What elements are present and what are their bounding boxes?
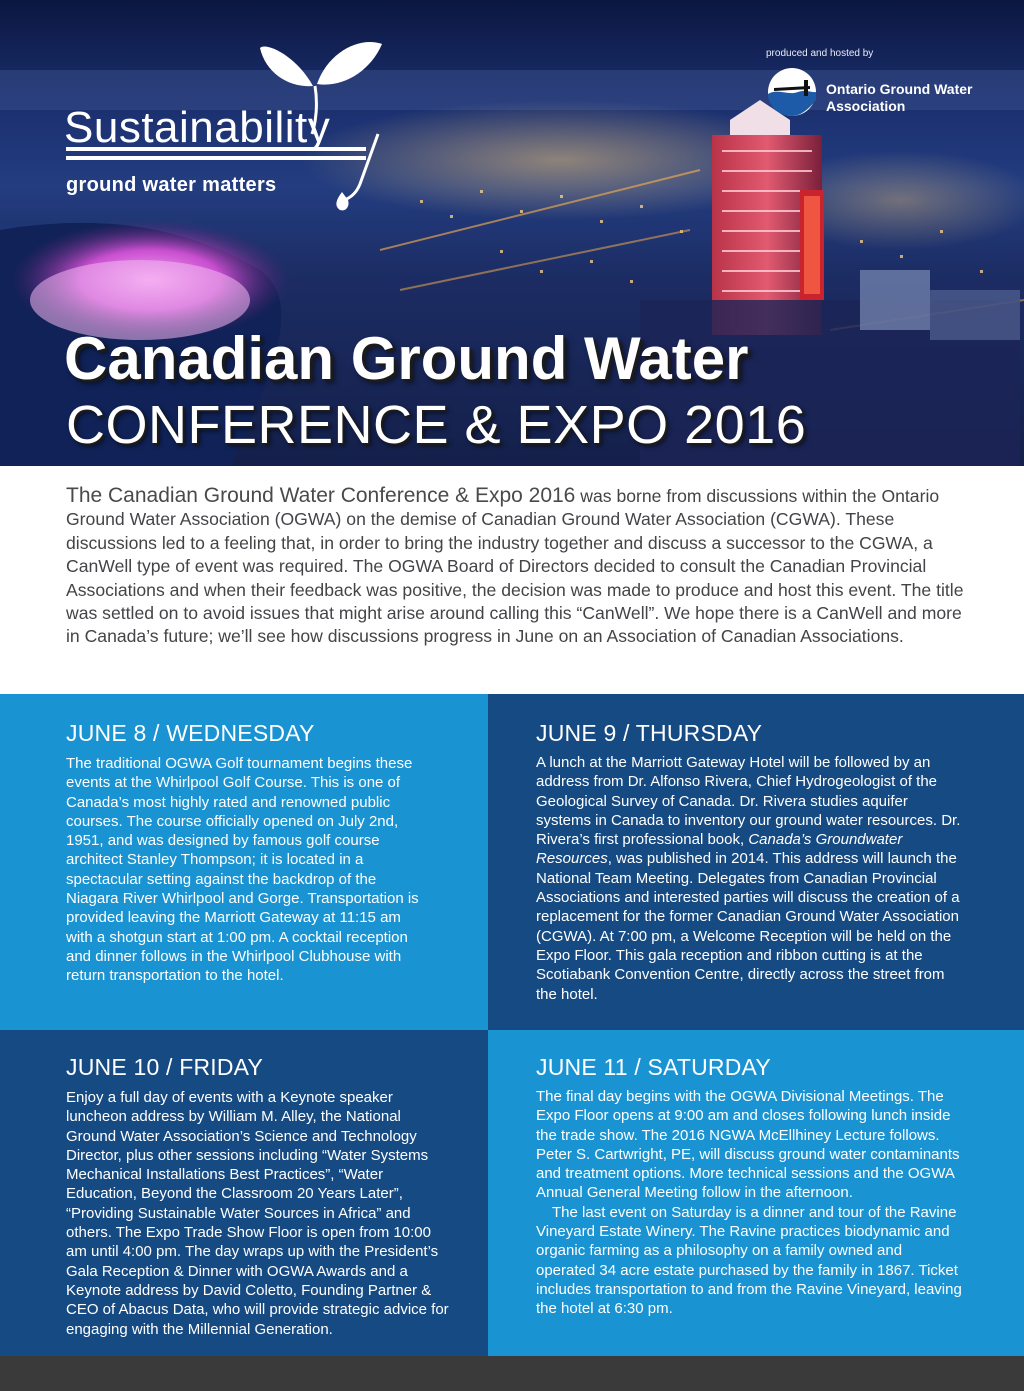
day-heading: JUNE 9 / THURSDAY — [536, 720, 763, 746]
description-part: A lunch at the Marriott Gateway Hotel will be followed by an address from Dr. Alfonso Rivera, Chief Hydrogeologist of the Geological Survey of Canada. Dr. Rivera studies aquifer systems in Canada to inventory our ground water resources. Dr. Rivera’s first professional book, — [536, 754, 961, 849]
day-panel-june-9 — [488, 694, 1024, 1030]
day-description: The final day begins with the OGWA Divisional Meetings. The Expo Floor opens at 9:00 am and closes following lunch inside the trade show. The 2016 NGWA McEllhiney Lecture follows. Peter S. Cartwright, PE, will discuss ground water contaminants and treatment options. More technical sessions and the OGWA Annual General Meeting follow in the afternoon. — [536, 1088, 960, 1202]
day-description: Enjoy a full day of events with a Keynote speaker luncheon address by William M. Alley, the National Ground Water Association’s Science and Technology Director, plus other sessions including “Water Systems Mechanical Installations Best Practices”, “Water Education, Beyond the Classroom 20 Years Later”, “Providing Sustainable Water Sources in Africa” and others. The Expo Trade Show Floor is open from 10:00 am until 4:00 pm. The day wraps up with the President’s Gala Reception & Dinner with OGWA Awards and a Keynote address by David Coletto, Founding Partner & CEO of Abacus Data, who will provide strategic advice for engaging with the Millennial Generation. — [66, 1089, 449, 1338]
day-description: The traditional OGWA Golf tournament begins these events at the Whirlpool Golf Course. This is one of Canada’s most highly rated and renowned public courses. The course officially opened on July 2nd, 1951, and was designed by famous golf course architect Stanley Thompson; it is located in a spectacular setting against the backdrop of the Niagara River Whirlpool and Gorge. Transportation is provided leaving the Marriott Gateway at 11:15 am with a shotgun start at 1:00 pm. A cocktail reception and dinner follows in the Whirlpool Clubhouse with return transportation to the hotel. — [66, 755, 419, 985]
footer-bar — [0, 1356, 1024, 1391]
description-part: , was published in 2014. This address will launch the National Team Meeting. Delegates from Canadian Provincial Associations and interested parties will discuss the creation of a replacement for the former Canadian Ground Water Association (CGWA). At 7:00 pm, a Welcome Reception will be held on the Expo Floor. This gala reception and ribbon cutting is at the Scotiabank Convention Centre, directly across the street from the hotel. — [536, 850, 960, 1003]
hero-banner — [0, 0, 1024, 466]
day-panel-june-11 — [488, 1030, 1024, 1356]
day-panel-june-10 — [0, 1030, 488, 1356]
day-description — [536, 753, 964, 1004]
intro-lead: The Canadian Ground Water Conference & Expo 2016 — [66, 484, 576, 507]
hosted-by-label: produced and hosted by — [766, 48, 874, 59]
hero-title: Canadian Ground Water — [64, 325, 749, 392]
host-organization-name: Ontario Ground Water Association — [826, 81, 973, 114]
day-description: The last event on Saturday is a dinner and tour of the Ravine Vineyard Estate Winery. The Ravine practices biodynamic and organic farming as a philosophy on a family owned and operated 34 acre estate purchased by the family in 1867. Ticket includes transportation to and from the Ravine Vineyard, leaving the hotel at 6:30 pm. — [536, 1203, 962, 1318]
brand-tagline: ground water matters — [66, 174, 277, 196]
day-heading: JUNE 11 / SATURDAY — [536, 1054, 771, 1080]
sustainability-wordmark: Sustainability — [64, 103, 331, 152]
intro-body: was borne from discussions within the Ontario Ground Water Association (OGWA) on the demise of Canadian Ground Water Association (CGWA). These discussions led to a feeling that, in order to bring the industry together and discuss a successor to the CGWA, a CanWell type of event was required. The OGWA Board of Directors decided to consult the Canadian Provincial Associations and when their feedback was positive, the decision was made to produce and host this event. The title was settled on to avoid issues that might arise around calling this “CanWell”. We hope there is a CanWell and more in Canada’s future; we’ll see how discussions progress in June on an Association of Canadian Associations. — [66, 486, 964, 647]
hero-subtitle: CONFERENCE & EXPO 2016 — [66, 395, 807, 455]
book-title: Canada’s Groundwater Resources — [536, 831, 903, 868]
day-panel-june-8 — [0, 694, 488, 1030]
intro-paragraph — [66, 484, 966, 649]
ogwa-logo-icon — [764, 66, 828, 118]
day-heading: JUNE 8 / WEDNESDAY — [66, 720, 315, 746]
day-heading: JUNE 10 / FRIDAY — [66, 1054, 264, 1080]
